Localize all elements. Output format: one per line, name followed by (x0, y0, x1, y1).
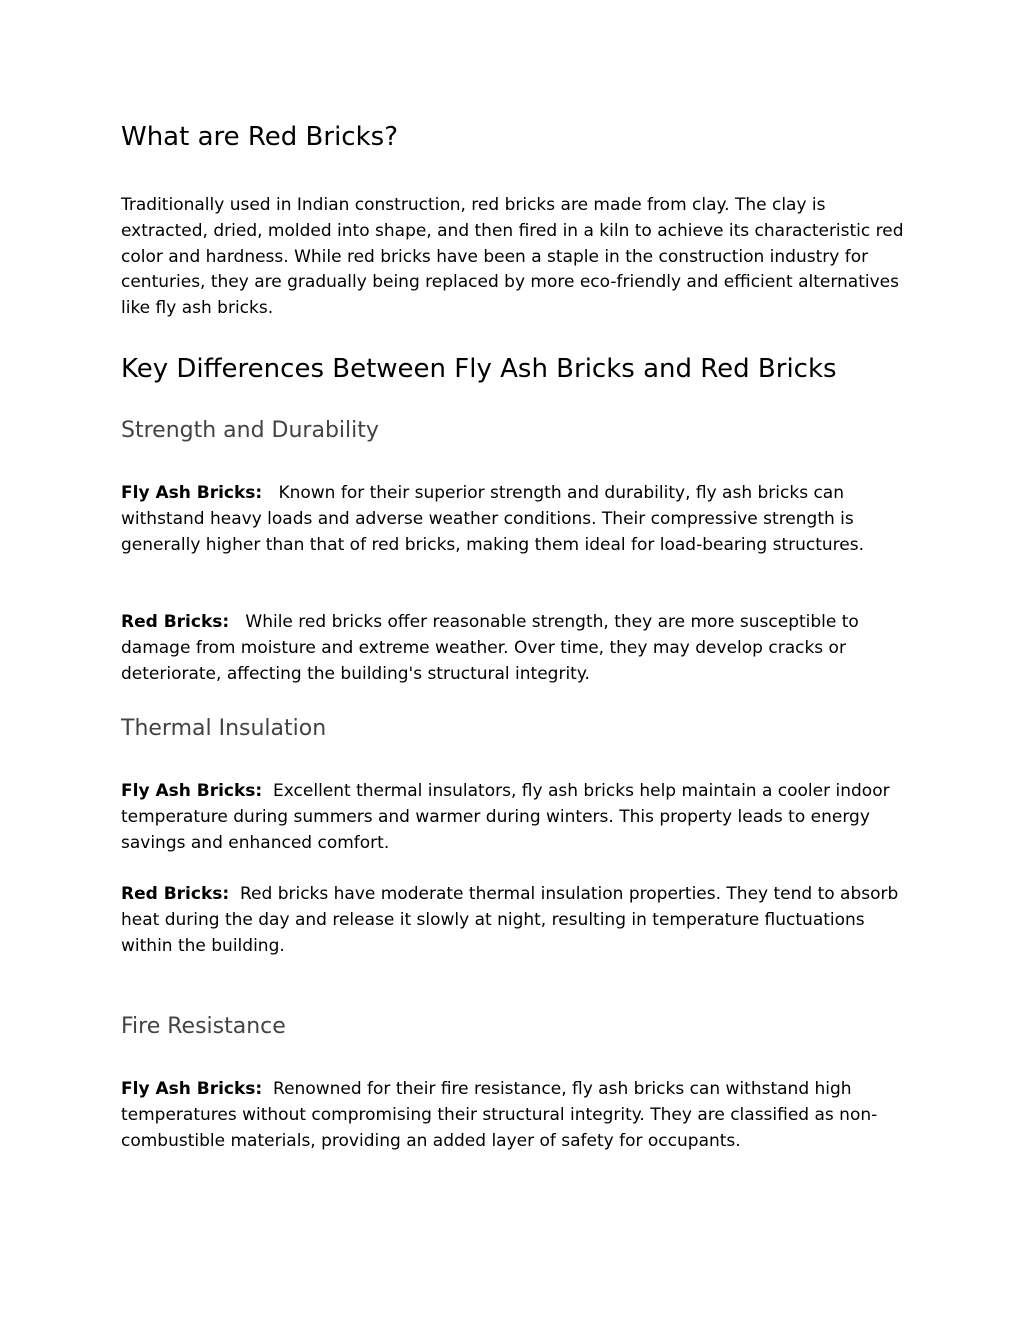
red-bricks-intro-paragraph: Traditionally used in Indian construction, red bricks are made from clay. The clay is extracted, dried, molded into shape, and then fired in a kiln to achieve its characteristic red color and hardness. While red bricks have been a staple in the construction industry for centuries, they are gradually being replaced by more eco-friendly and efficient alternatives like fly ash bricks. (121, 195, 904, 319)
subheading-strength-durability: Strength and Durability (121, 418, 379, 443)
strength-fly-ash-text: Known for their superior strength and durability, fly ash bricks can withstand heavy loads and adverse weather conditions. Their compressive strength is generally higher than that of red bricks, making them ideal for load-bearing structures. (121, 483, 864, 555)
thermal-fly-ash-paragraph (121, 779, 911, 856)
fly-ash-label: Fly Ash Bricks: (121, 483, 263, 503)
strength-red-bricks-paragraph (121, 610, 911, 687)
red-bricks-label: Red Bricks: (121, 884, 230, 904)
heading-what-are-red-bricks: What are Red Bricks? (121, 122, 398, 152)
strength-fly-ash-paragraph (121, 481, 911, 558)
subheading-fire-resistance: Fire Resistance (121, 1014, 286, 1039)
heading-key-differences: Key Differences Between Fly Ash Bricks and Red Bricks (121, 354, 837, 384)
fire-fly-ash-paragraph (121, 1077, 911, 1154)
fire-fly-ash-text: Renowned for their fire resistance, fly ash bricks can withstand high temperatures without compromising their structural integrity. They are classified as non-combustible materials, providing an added layer of safety for occupants. (121, 1079, 878, 1151)
thermal-red-bricks-paragraph (121, 882, 911, 959)
fly-ash-label: Fly Ash Bricks: (121, 1079, 263, 1099)
subheading-thermal-insulation: Thermal Insulation (121, 716, 327, 741)
strength-red-bricks-text: While red bricks offer reasonable strength, they are more susceptible to damage from moisture and extreme weather. Over time, they may develop cracks or deteriorate, affecting the building's structural integrity. (121, 612, 859, 684)
thermal-fly-ash-text: Excellent thermal insulators, fly ash bricks help maintain a cooler indoor temperature during summers and warmer during winters. This property leads to energy savings and enhanced comfort. (121, 781, 890, 853)
thermal-red-bricks-text: Red bricks have moderate thermal insulation properties. They tend to absorb heat during the day and release it slowly at night, resulting in temperature fluctuations within the building. (121, 884, 899, 956)
fly-ash-label: Fly Ash Bricks: (121, 781, 263, 801)
red-bricks-label: Red Bricks: (121, 612, 230, 632)
